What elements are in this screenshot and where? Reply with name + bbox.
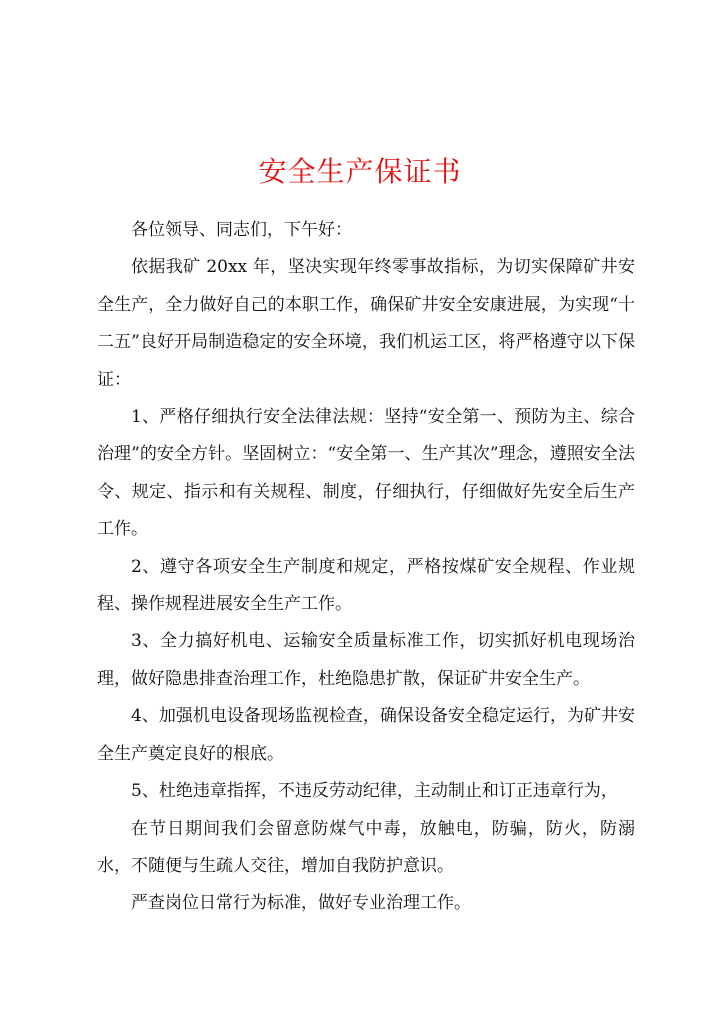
item-4-paragraph: 4、加强机电设备现场监视检查，确保设备安全稳定运行，为矿井安全生产奠定良好的根底。	[97, 706, 635, 764]
item-2-paragraph: 2、遵守各项安全生产制度和规定，严格按煤矿安全规程、作业规程、操作规程进展安全生产工作。	[97, 556, 635, 615]
intro-paragraph: 依据我矿 20xx 年，坚决实现年终零事故指标，为切实保障矿井安全生产，全力做好自己的本职工作，确保矿井安全安康进展，为实现“十二五”良好开局制造稳定的安全环境，我们机运工区，将严格遵守以下保证：	[97, 257, 635, 390]
item-1-paragraph: 1、严格仔细执行安全法律法规：坚持“安全第一、预防为主、综合治理”的安全方针。坚固树立：“安全第一、生产其次”理念，遵照安全法令、规定、指示和有关规程、制度，仔细执行，仔细做好先安全后生产工作。	[97, 407, 635, 540]
holiday-safety-paragraph: 在节日期间我们会留意防煤气中毒，放触电，防骗，防火，防溺水，不随便与生疏人交往，增加自我防护意识。	[97, 818, 635, 876]
document-title: 安全生产保证书	[258, 155, 462, 188]
item-5-paragraph: 5、杜绝违章指挥，不违反劳动纪律，主动制止和订正违章行为，	[131, 781, 618, 802]
document-body	[97, 212, 635, 923]
greeting-paragraph: 各位领导、同志们，下午好：	[131, 220, 352, 240]
closing-paragraph: 严查岗位日常行为标准，做好专业治理工作。	[131, 893, 471, 914]
item-3-paragraph: 3、全力搞好机电、运输安全质量标准工作，切实抓好机电现场治理，做好隐患排查治理工作，杜绝隐患扩散，保证矿井安全生产。	[97, 631, 635, 689]
